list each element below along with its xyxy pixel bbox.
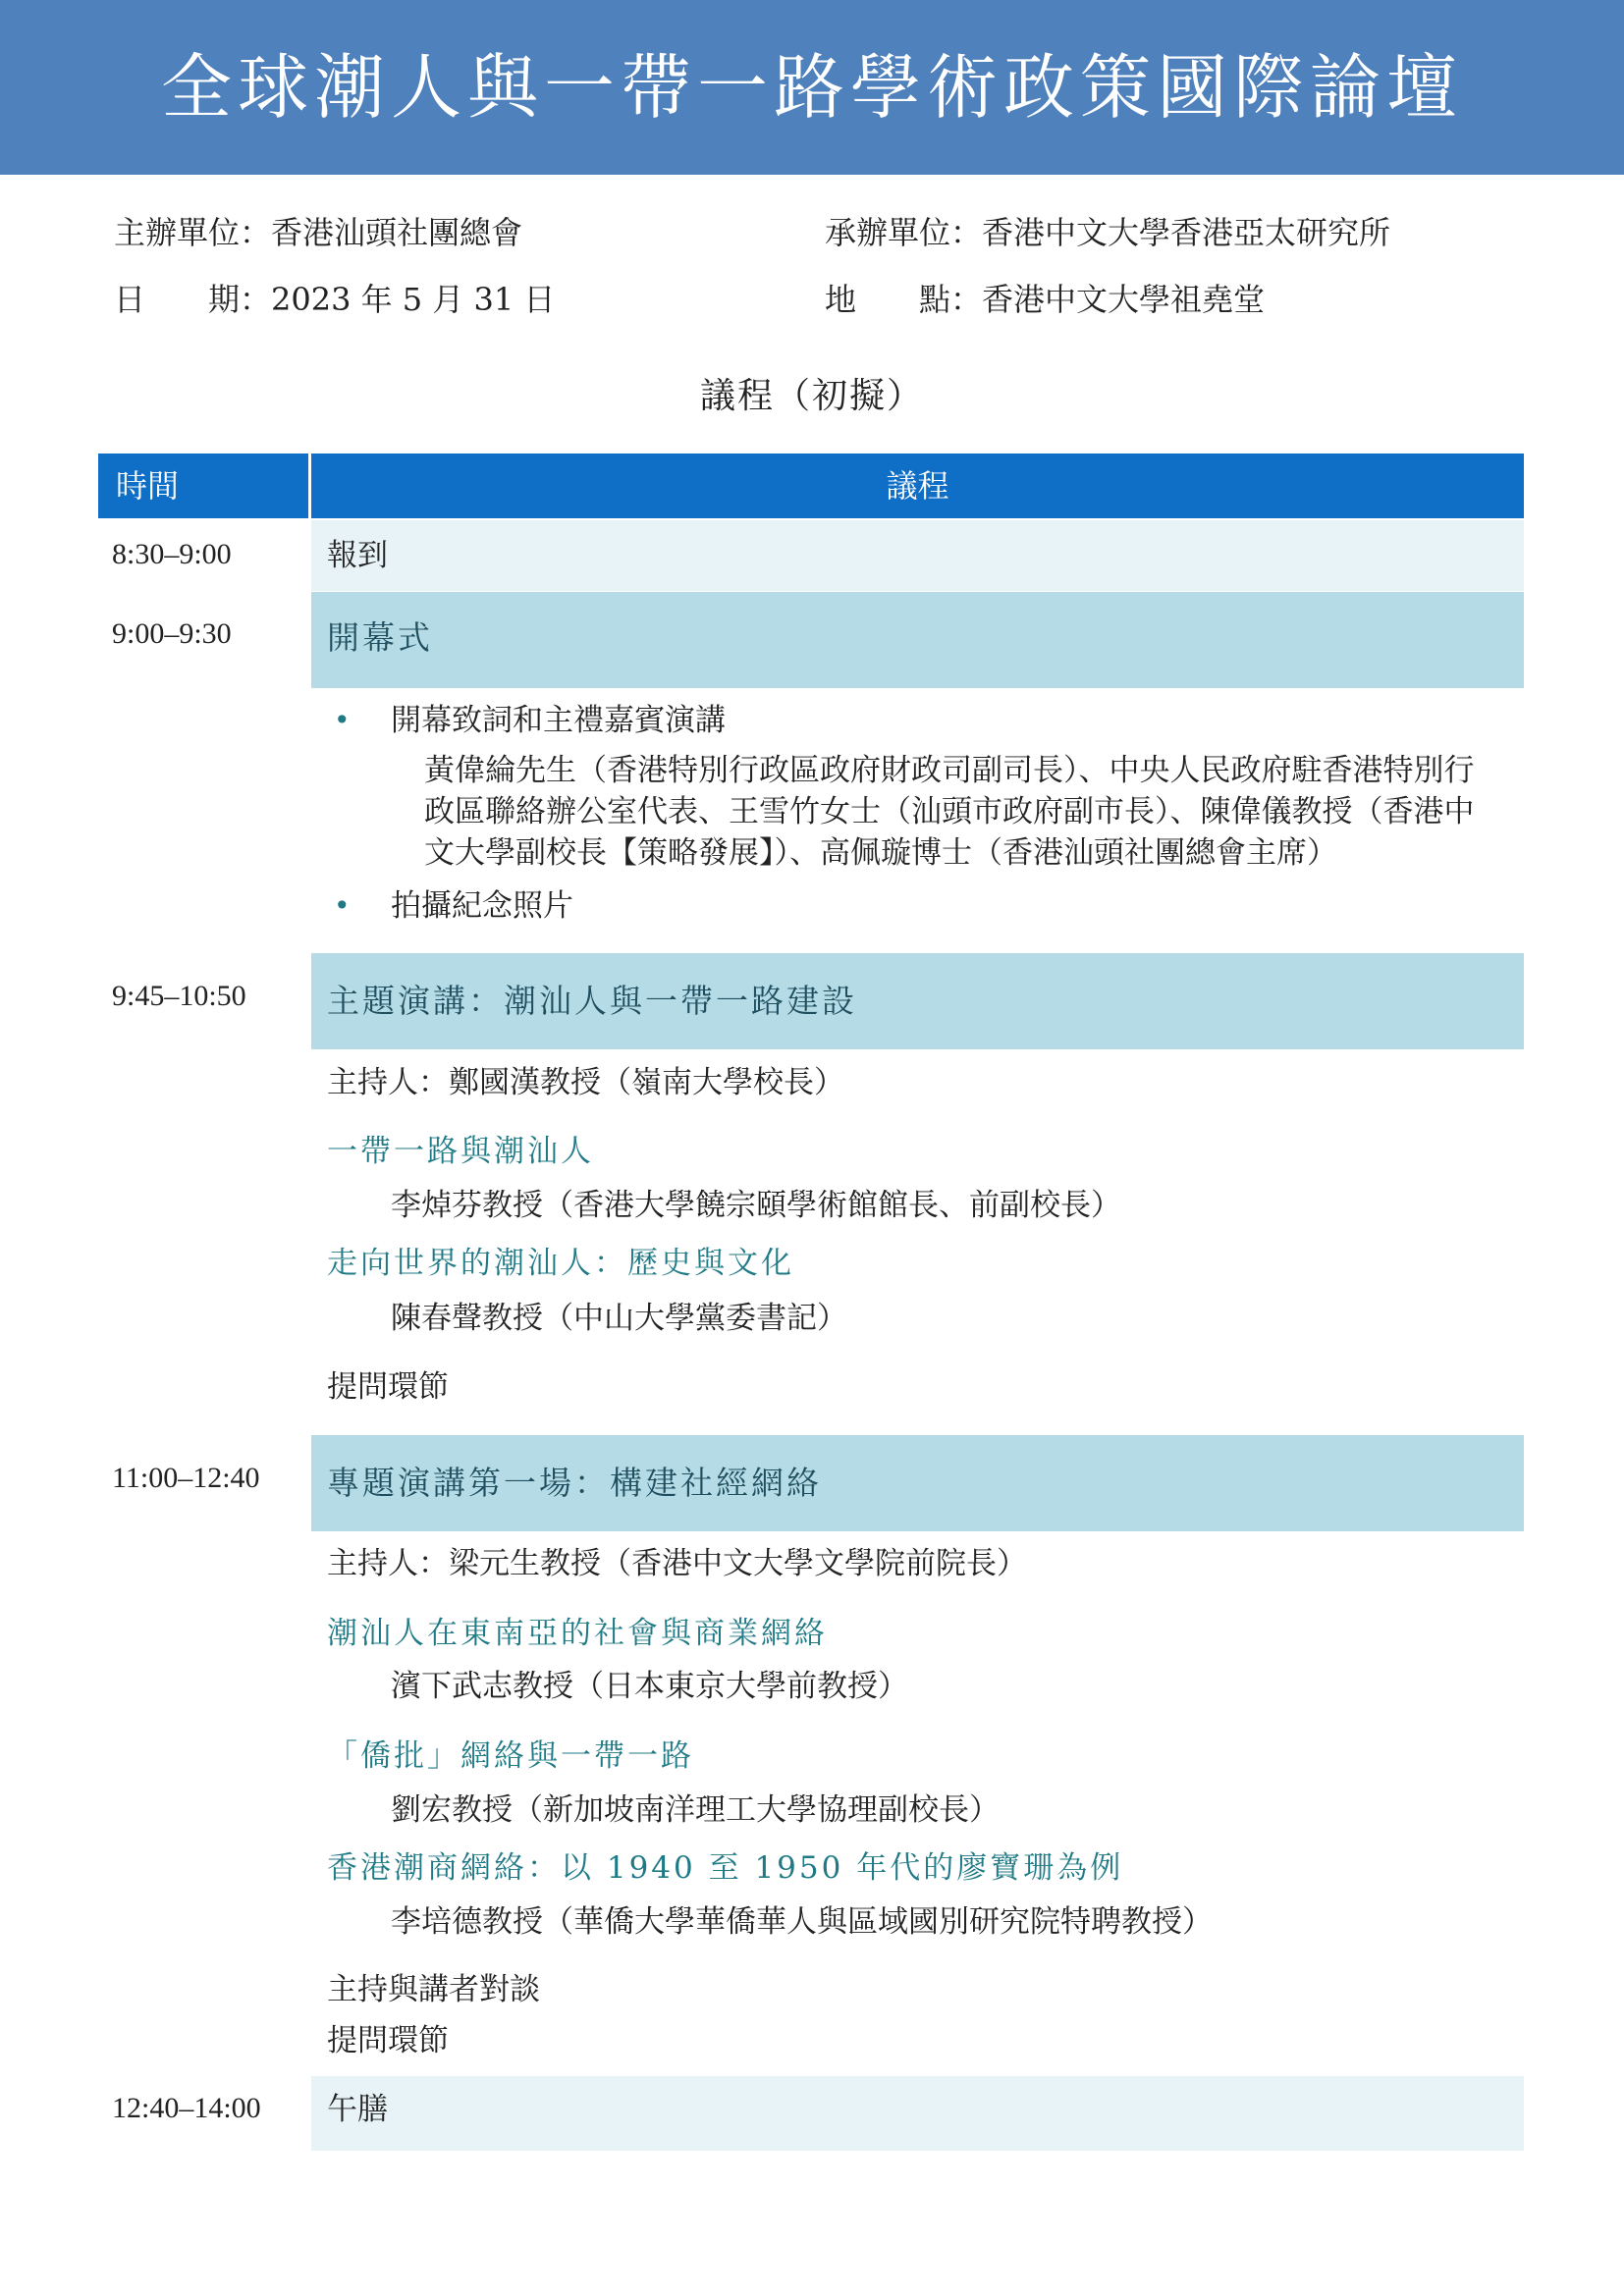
opening-speeches: 開幕致詞和主禮嘉賓演講	[391, 703, 726, 738]
agenda-table-header	[98, 454, 1524, 518]
opening-title: 開幕式	[327, 618, 433, 657]
keynote-talk2-speaker: 陳春聲教授（中山大學黨委書記）	[391, 1301, 847, 1336]
opening-photo: 拍攝紀念照片	[391, 888, 573, 924]
session1-talk3-speaker: 李培德教授（華僑大學華僑華人與區域國別研究院特聘教授）	[391, 1904, 1213, 1940]
session1-talk1-title: 潮汕人在東南亞的社會與商業網絡	[327, 1616, 828, 1651]
venue-value: 香港中文大學祖堯堂	[982, 281, 1266, 318]
keynote-title: 主題演講：潮汕人與一帶一路建設	[327, 982, 857, 1020]
date-label: 日 期：	[114, 281, 272, 318]
keynote-talk1-speaker: 李焯芬教授（香港大學饒宗頤學術館館長、前副校長）	[391, 1188, 1121, 1223]
page-title: 全球潮人與一帶一路學術政策國際論壇	[160, 46, 1463, 129]
session1-qa: 提問環節	[327, 2023, 449, 2058]
date-value: 2023 年 5 月 31 日	[271, 281, 556, 318]
bullet-icon: •	[334, 889, 351, 922]
session1-time: 11:00–12:40	[112, 1462, 260, 1494]
date-line	[114, 280, 555, 319]
registration-band	[311, 520, 1524, 591]
opening-time: 9:00–9:30	[112, 617, 232, 650]
lunch-label: 午膳	[327, 2092, 388, 2127]
session1-dialogue: 主持與講者對談	[327, 1972, 540, 2007]
keynote-time: 9:45–10:50	[112, 980, 246, 1012]
opening-guests-line1: 黃偉綸先生（香港特別行政區政府財政司副司長）、中央人民政府駐香港特別行	[424, 753, 1475, 788]
lunch-band	[311, 2076, 1524, 2151]
session1-title: 專題演講第一場：構建社經網絡	[327, 1464, 822, 1502]
header-agenda: 議程	[886, 467, 949, 505]
coorganizer-line	[825, 213, 1390, 252]
session1-talk1-speaker: 濱下武志教授（日本東京大學前教授）	[391, 1669, 908, 1704]
keynote-talk1-title: 一帶一路與潮汕人	[327, 1134, 594, 1169]
registration-time: 8:30–9:00	[112, 538, 232, 570]
keynote-qa: 提問環節	[327, 1369, 449, 1405]
opening-guests-line2: 政區聯絡辦公室代表、王雪竹女士（汕頭市政府副市長）、陳偉儀教授（香港中	[424, 794, 1475, 829]
venue-label: 地 點：	[825, 281, 983, 318]
registration-label: 報到	[327, 538, 388, 573]
agenda-heading: 議程（初擬）	[699, 376, 924, 416]
session1-talk2-speaker: 劉宏教授（新加坡南洋理工大學協理副校長）	[391, 1792, 1000, 1828]
venue-line	[825, 280, 1265, 319]
coorganizer-value: 香港中文大學香港亞太研究所	[982, 214, 1391, 251]
opening-band	[311, 592, 1524, 688]
organizer-label: 主辦單位：	[114, 214, 272, 251]
organizer-value: 香港汕頭社團總會	[271, 214, 523, 251]
coorganizer-label: 承辦單位：	[825, 214, 983, 251]
session1-talk3-title: 香港潮商網絡：以 1940 至 1950 年代的廖寶珊為例	[327, 1850, 1124, 1886]
opening-guests-line3: 文大學副校長【策略發展】）、高佩璇博士（香港汕頭社團總會主席）	[424, 835, 1337, 871]
keynote-host: 主持人：鄭國漢教授（嶺南大學校長）	[327, 1065, 844, 1100]
session1-talk2-title: 「僑批」網絡與一帶一路	[327, 1738, 694, 1774]
session1-host: 主持人：梁元生教授（香港中文大學文學院前院長）	[327, 1546, 1027, 1581]
keynote-talk2-title: 走向世界的潮汕人：歷史與文化	[327, 1246, 794, 1281]
organizer-line	[114, 213, 522, 252]
bullet-icon: •	[334, 704, 351, 736]
header-time: 時間	[116, 467, 180, 505]
lunch-time: 12:40–14:00	[112, 2092, 261, 2124]
